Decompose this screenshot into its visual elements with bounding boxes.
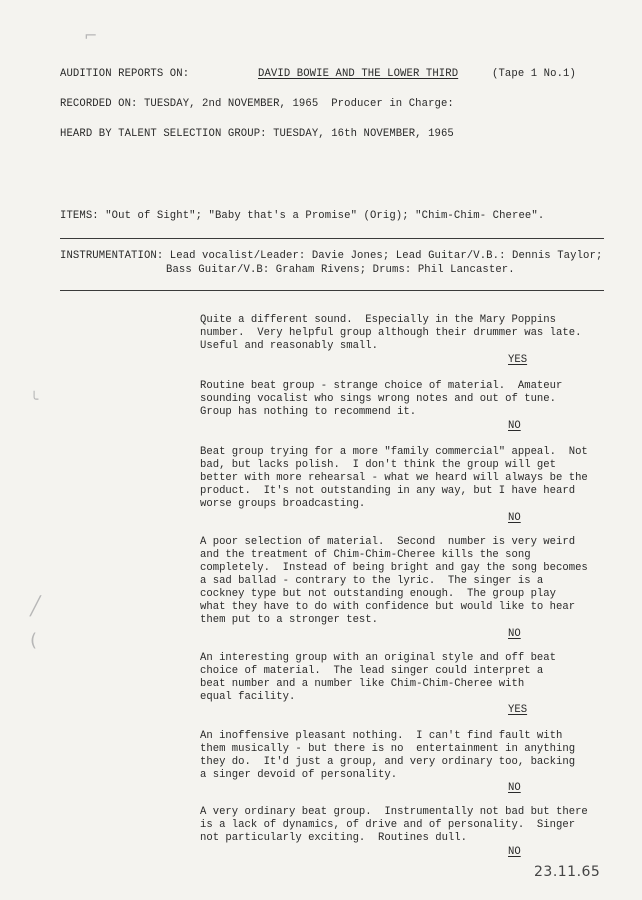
review-line: bad, but lacks polish. I don't think the group will get (200, 459, 557, 471)
audition-label: AUDITION REPORTS ON: (60, 68, 190, 80)
review-verdict: NO (508, 420, 521, 432)
heard-line: HEARD BY TALENT SELECTION GROUP: TUESDAY, 16th NOVEMBER, 1965 (60, 128, 454, 140)
review-line: them musically - but there is no entertainment in anything (200, 743, 576, 755)
review-line: Group has nothing to recommend it. (200, 406, 417, 418)
date-stamp: 23.11.65 (534, 864, 601, 880)
divider-rule (60, 290, 604, 291)
review-line: equal facility. (200, 691, 296, 703)
review-entry (200, 380, 620, 419)
review-line: A poor selection of material. Second number is very weird (200, 536, 576, 548)
review-line: cockney type but not outstanding enough. The group play (200, 588, 557, 600)
review-line: Beat group trying for a more "family commercial" appeal. Not (200, 446, 588, 458)
margin-pencil-mark-icon: ╱ (30, 596, 41, 617)
review-entry (200, 536, 620, 627)
margin-pencil-mark-icon: ⌐ (84, 26, 98, 45)
review-line: beat number and a number like Chim-Chim-Cheree with (200, 678, 525, 690)
review-entry (200, 652, 620, 704)
review-line: a sad ballad - contrary to the lyric. The singer is a (200, 575, 544, 587)
review-verdict: YES (508, 704, 528, 716)
review-line: Routine beat group - strange choice of material. Amateur (200, 380, 563, 392)
review-verdict: NO (508, 782, 521, 794)
review-line: them put to a stronger test. (200, 614, 379, 626)
review-line: Useful and reasonably small. (200, 340, 379, 352)
review-line: completely. Instead of being bright and gay the song becomes (200, 562, 588, 574)
review-line: they do. It'd just a group, and very ordinary too, backing (200, 756, 576, 768)
artist-name: DAVID BOWIE AND THE LOWER THIRD (258, 68, 459, 80)
review-verdict: NO (508, 846, 521, 858)
review-line: not particularly exciting. Routines dull. (200, 832, 468, 844)
review-line: An inoffensive pleasant nothing. I can't find fault with (200, 730, 563, 742)
review-entry (200, 446, 620, 511)
review-line: worse groups broadcasting. (200, 498, 366, 510)
review-verdict: NO (508, 628, 521, 640)
review-line: sounding vocalist who sings wrong notes and out of tune. (200, 393, 557, 405)
review-line: better with more rehearsal - what we heard will always be the (200, 472, 588, 484)
tape-number: (Tape 1 No.1) (492, 68, 576, 80)
review-line: Quite a different sound. Especially in the Mary Poppins (200, 314, 557, 326)
review-line: and the treatment of Chim-Chim-Cheree kills the song (200, 549, 531, 561)
review-line: An interesting group with an original style and off beat (200, 652, 557, 664)
review-line: A very ordinary beat group. Instrumentally not bad but there (200, 806, 588, 818)
instrumentation-line-1: INSTRUMENTATION: Lead vocalist/Leader: Davie Jones; Lead Guitar/V.B.: Dennis Taylor; (60, 250, 603, 262)
review-entry (200, 314, 620, 353)
items-line: ITEMS: "Out of Sight"; "Baby that's a Promise" (Orig); "Chim-Chim- Cheree". (60, 210, 545, 222)
review-line: what they have to do with confidence but would like to hear (200, 601, 576, 613)
review-verdict: NO (508, 512, 521, 524)
review-verdict: YES (508, 354, 528, 366)
review-line: number. Very helpful group although their drummer was late. (200, 327, 582, 339)
review-entry (200, 730, 620, 782)
review-entry (200, 806, 620, 845)
margin-bracket-icon: ( (30, 630, 38, 651)
margin-tick-icon: ╰ (30, 392, 39, 408)
review-line: product. It's not outstanding in any way, but I have heard (200, 485, 576, 497)
review-line: is a lack of dynamics, of drive and of personality. Singer (200, 819, 576, 831)
instrumentation-line-2: Bass Guitar/V.B: Graham Rivens; Drums: Phil Lancaster. (166, 264, 515, 276)
review-line: a singer devoid of personality. (200, 769, 398, 781)
recorded-line: RECORDED ON: TUESDAY, 2nd NOVEMBER, 1965 Producer in Charge: (60, 98, 454, 110)
divider-rule (60, 238, 604, 239)
review-line: choice of material. The lead singer could interpret a (200, 665, 544, 677)
